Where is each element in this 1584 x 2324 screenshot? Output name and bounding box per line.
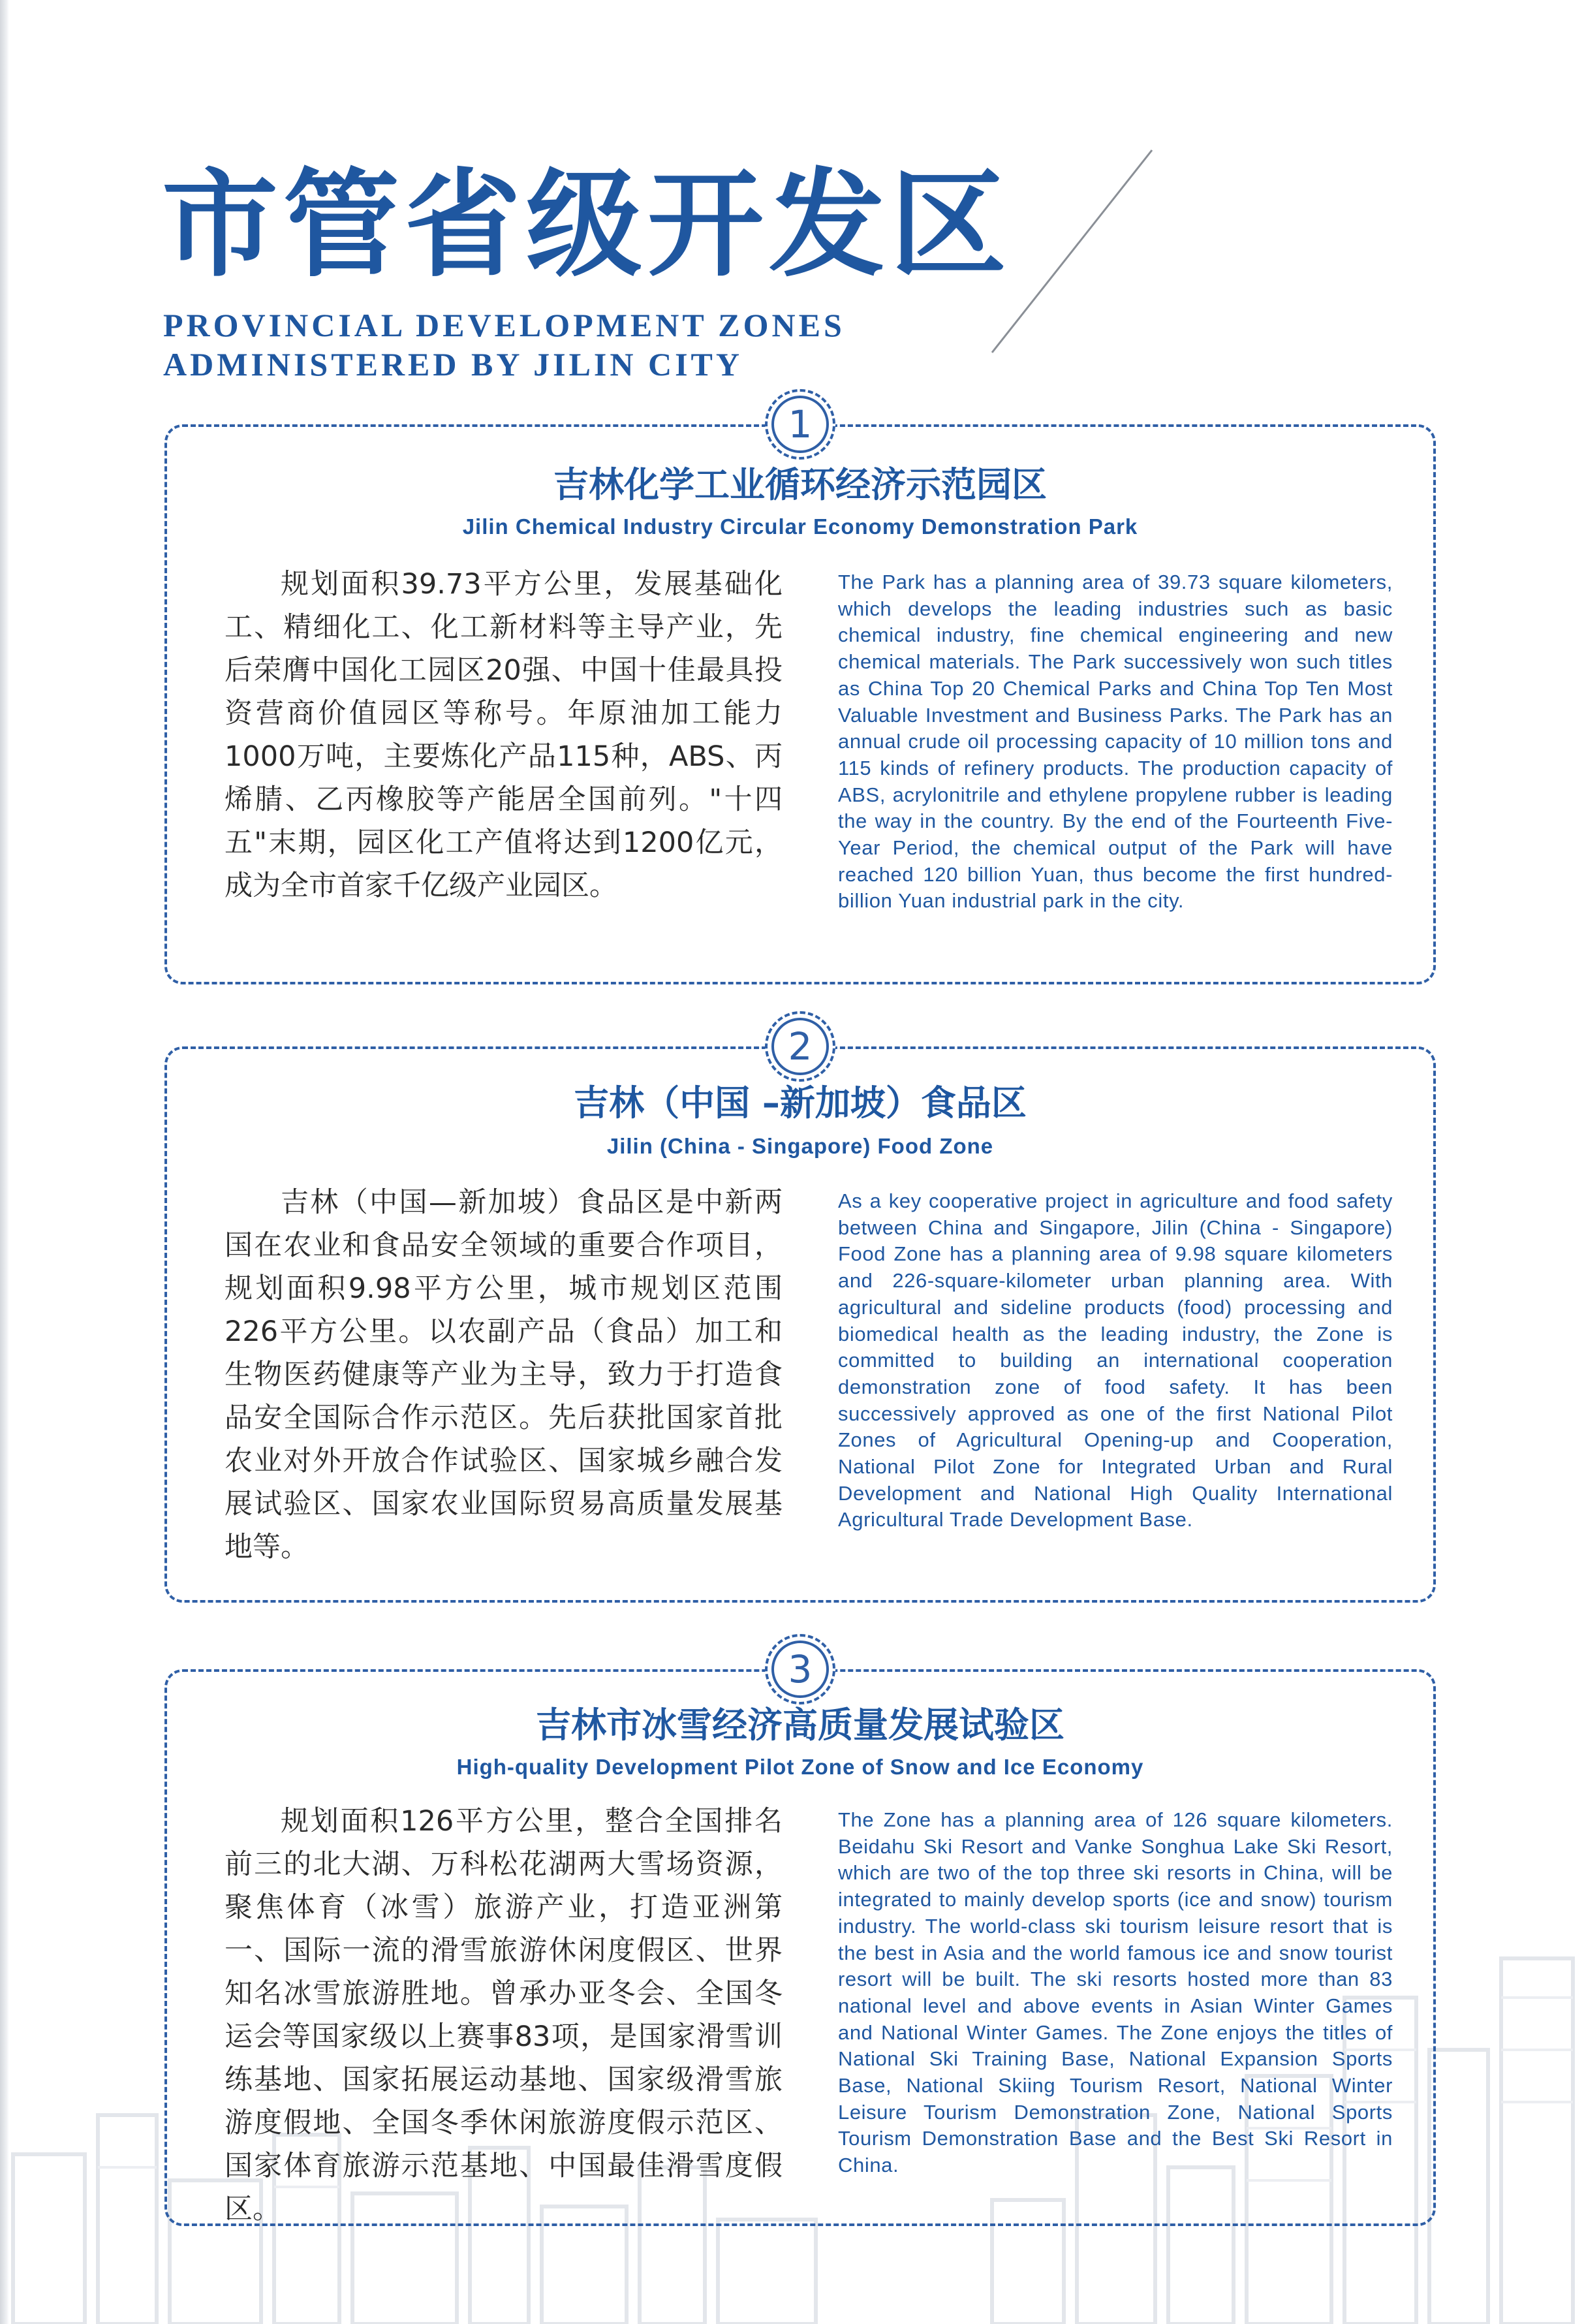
zone-number-badge: 1	[771, 396, 829, 453]
zone-description-en: The Zone has a planning area of 126 square kilometers. Beidahu Ski Resort and Vanke Songhua Lake Ski Resort, which are two of the top three ski resorts in China, will be integrated to mainly develop sports (ice and snow) tourism industry. The world-class ski tourism leisure resort that is the best in Asia and the world famous ice and snow tourist resort will be built. The ski resorts hosted more than 83 national level and above events in Asian Winter Games and National Winter Games. The Zone enjoys the titles of National Ski Training Base, National Expansion Sports Base, National Skiing Tourism Resort, National Winter Leisure Tourism Demonstration Zone, National Sports Tourism Demonstration Base and the Best Ski Resort in China.	[838, 1808, 1393, 2177]
zone-card-1	[164, 402, 1436, 984]
zone-description-cn: 规划面积126平方公里，整合全国排名前三的北大湖、万科松花湖两大雪场资源，聚焦体育（冰雪）旅游产业，打造亚洲第一、国际一流的滑雪旅游休闲度假区、世界知名冰雪旅游胜地。曾承办亚冬会、全国冬运会等国家级以上赛事83项，是国家滑雪训练基地、国家拓展运动基地、国家级滑雪旅游度假地、全国冬季休闲旅游度假示范区、国家体育旅游示范基地、中国最佳滑雪度假区。	[225, 1805, 783, 2225]
page-subtitle-line1: PROVINCIAL DEVELOPMENT ZONES	[163, 307, 845, 343]
zone-description-cn: 吉林（中国—新加坡）食品区是中新两国在农业和食品安全领域的重要合作项目，规划面积9.98平方公里，城市规划区范围226平方公里。以农副产品（食品）加工和生物医药健康等产业为主导，致力于打造食品安全国际合作示范区。先后获批国家首批农业对外开放合作试验区、国家城乡融合发展试验区、国家农业国际贸易高质量发展基地等。	[225, 1186, 783, 1563]
zone-card-3	[164, 1647, 1436, 2226]
zone-number-badge: 3	[771, 1641, 829, 1698]
zone-title-cn: 吉林化学工业循环经济示范园区	[553, 464, 1047, 505]
zone-card-2	[164, 1024, 1436, 1603]
page-spine-shadow	[0, 0, 9, 2324]
page-title: 市管省级开发区	[162, 156, 1012, 292]
zone-title-en: Jilin (China - Singapore) Food Zone	[606, 1134, 994, 1158]
page-subtitle-line2: ADMINISTERED BY JILIN CITY	[163, 346, 743, 383]
zone-title-en: High-quality Development Pilot Zone of Snow and Ice Economy	[456, 1755, 1144, 1779]
zone-description-en: As a key cooperative project in agriculture and food safety between China and Singapore, Jilin (China - Singapore) Food Zone has a planning area of 9.98 square kilometers and 226-square-kilometer urban planning area. With agricultural and sideline products (food) processing and biomedical health as the leading industry, the Zone is committed to building an international cooperation demonstration zone of food safety. It has been successively approved as one of the first National Pilot Zones of Agricultural Opening-up and Cooperation, National Pilot Zone for Integrated Urban and Rural Development and National High Quality International Agricultural Trade Development Base.	[838, 1189, 1393, 1531]
zone-description-en: The Park has a planning area of 39.73 square kilometers, which develops the leading industries such as basic chemical industry, fine chemical engineering and new chemical materials. The Park successively won such titles as China Top 20 Chemical Parks and China Top Ten Most Valuable Investment and Business Parks. The Park has an annual crude oil processing capacity of 10 million tons and 115 kinds of refinery products. The production capacity of ABS, acrylonitrile and ethylene propylene rubber is leading the way in the country. By the end of the Fourteenth Five-Year Period, the chemical output of the Park will have reached 120 billion Yuan, thus become the first hundred-billion Yuan industrial park in the city.	[838, 571, 1393, 913]
zone-number-badge: 2	[771, 1018, 829, 1075]
page-subtitle	[163, 306, 845, 384]
zone-title-cn: 吉林（中国 –新加坡）食品区	[574, 1082, 1027, 1123]
zone-title-cn: 吉林市冰雪经济高质量发展试验区	[536, 1704, 1064, 1746]
decorative-slash-line	[989, 147, 1158, 356]
zone-description-cn: 规划面积39.73平方公里，发展基础化工、精细化工、化工新材料等主导产业，先后荣膺中国化工园区20强、中国十佳最具投资营商价值园区等称号。年原油加工能力1000万吨，主要炼化产品115种，ABS、丙烯腈、乙丙橡胶等产能居全国前列。"十四五"末期，园区化工产值将达到1200亿元，成为全市首家千亿级产业园区。	[225, 568, 783, 902]
zone-title-en: Jilin Chemical Industry Circular Economy Demonstration Park	[462, 514, 1138, 539]
